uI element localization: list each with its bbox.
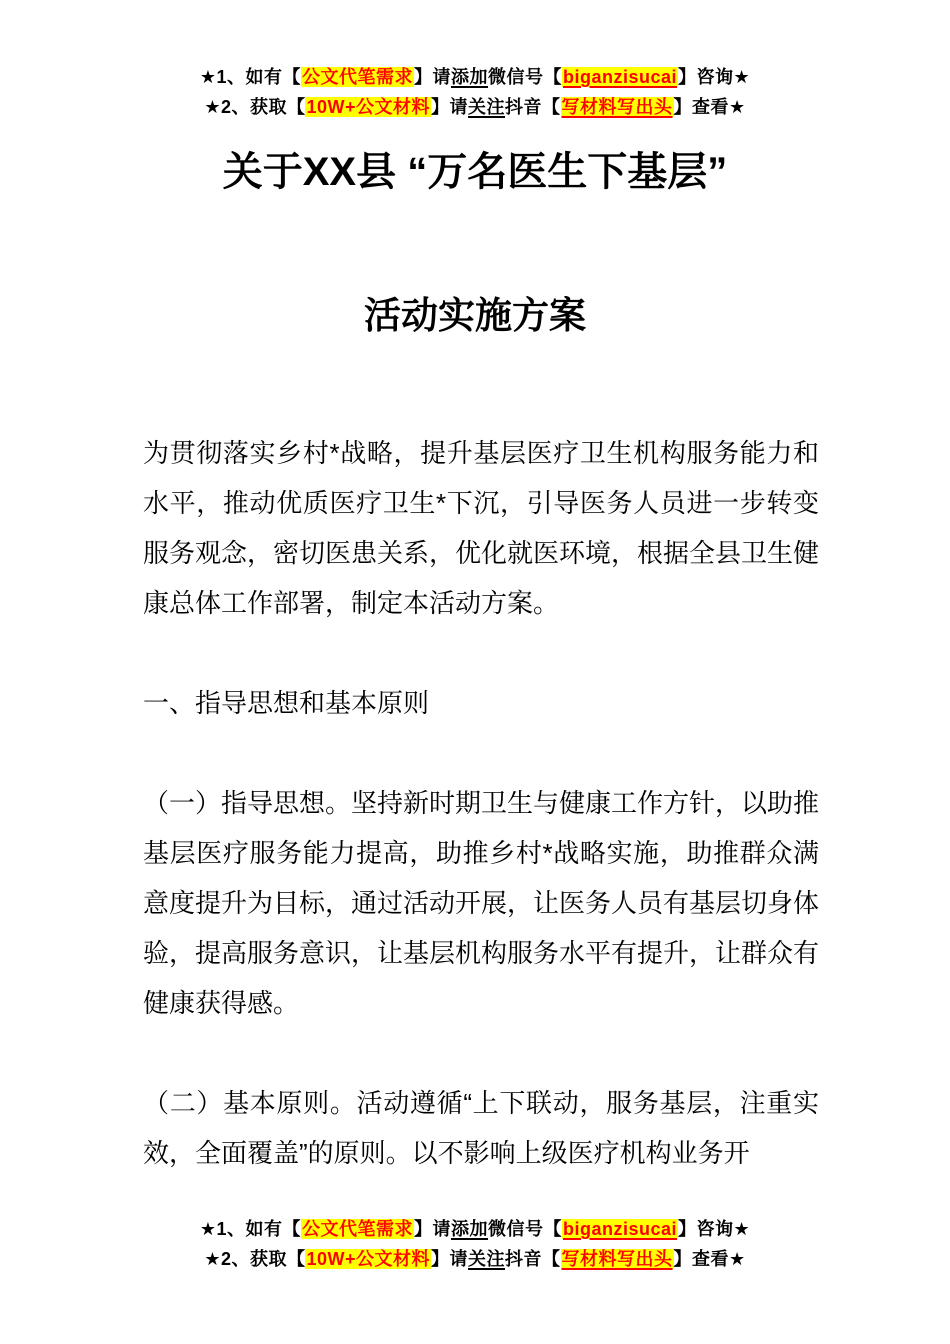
promo-prefix: ★2、获取【 bbox=[204, 1249, 306, 1269]
promo-service-highlight: 公文代笔需求 bbox=[301, 67, 413, 87]
document-title-line1: 关于XX县 “万名医生下基层” bbox=[222, 150, 728, 194]
paragraph-basic-principles: （二）基本原则。活动遵循“上下联动，服务基层，注重实效，全面覆盖”的原则。以不影响上级医疗机构业务开 bbox=[143, 1088, 819, 1168]
promo-prefix: ★1、如有【 bbox=[199, 1219, 301, 1239]
promo-mid: 】请 bbox=[413, 1219, 451, 1239]
promo-prefix: ★1、如有【 bbox=[199, 67, 301, 87]
promo-suffix: 】咨询★ bbox=[678, 1219, 751, 1239]
promo-douyin-id-highlight: 写材料写出头 bbox=[561, 97, 673, 117]
document-title-line2: 活动实施方案 bbox=[364, 295, 586, 336]
paragraph-guiding-ideology: （一）指导思想。坚持新时期卫生与健康工作方针，以助推基层医疗服务能力提高，助推乡村*战略实施，助推群众满意度提升为目标，通过活动开展，让医务人员有基层切身体验，提高服务意识，让基层机构服务水平有提升，让群众有健康获得感。 bbox=[143, 788, 820, 1018]
promo-header bbox=[0, 0, 950, 122]
promo-header-line1 bbox=[0, 62, 950, 92]
promo-suffix: 】查看★ bbox=[673, 97, 746, 117]
promo-mid: 】请 bbox=[431, 1249, 469, 1269]
promo-footer-line2 bbox=[0, 1244, 950, 1274]
promo-channel: 抖音【 bbox=[505, 1249, 561, 1269]
promo-wechat-id-highlight: biganzisucai bbox=[562, 1219, 678, 1239]
promo-channel: 微信号【 bbox=[487, 67, 562, 87]
promo-action-underline: 关注 bbox=[468, 1249, 506, 1269]
promo-action-underline: 添加 bbox=[450, 1219, 488, 1239]
promo-channel: 微信号【 bbox=[487, 1219, 562, 1239]
promo-mid: 】请 bbox=[413, 67, 451, 87]
promo-suffix: 】查看★ bbox=[673, 1249, 746, 1269]
promo-douyin-id-highlight: 写材料写出头 bbox=[561, 1249, 673, 1269]
promo-channel: 抖音【 bbox=[505, 97, 561, 117]
document-body bbox=[143, 428, 819, 1178]
promo-materials-highlight: 10W+公文材料 bbox=[306, 1249, 431, 1269]
promo-header-line2 bbox=[0, 92, 950, 122]
promo-prefix: ★2、获取【 bbox=[204, 97, 306, 117]
promo-mid: 】请 bbox=[431, 97, 469, 117]
section-heading-1: 一、指导思想和基本原则 bbox=[143, 688, 430, 718]
promo-action-underline: 添加 bbox=[450, 67, 488, 87]
promo-materials-highlight: 10W+公文材料 bbox=[306, 97, 431, 117]
promo-service-highlight: 公文代笔需求 bbox=[301, 1219, 413, 1239]
promo-footer bbox=[0, 1214, 950, 1274]
promo-footer-line1 bbox=[0, 1214, 950, 1244]
promo-wechat-id-highlight: biganzisucai bbox=[562, 67, 678, 87]
promo-action-underline: 关注 bbox=[468, 97, 506, 117]
promo-suffix: 】咨询★ bbox=[678, 67, 751, 87]
paragraph-intro: 为贯彻落实乡村*战略，提升基层医疗卫生机构服务能力和水平，推动优质医疗卫生*下沉，引导医务人员进一步转变服务观念，密切医患关系，优化就医环境，根据全县卫生健康总体工作部署，制定本活动方案。 bbox=[143, 438, 820, 618]
